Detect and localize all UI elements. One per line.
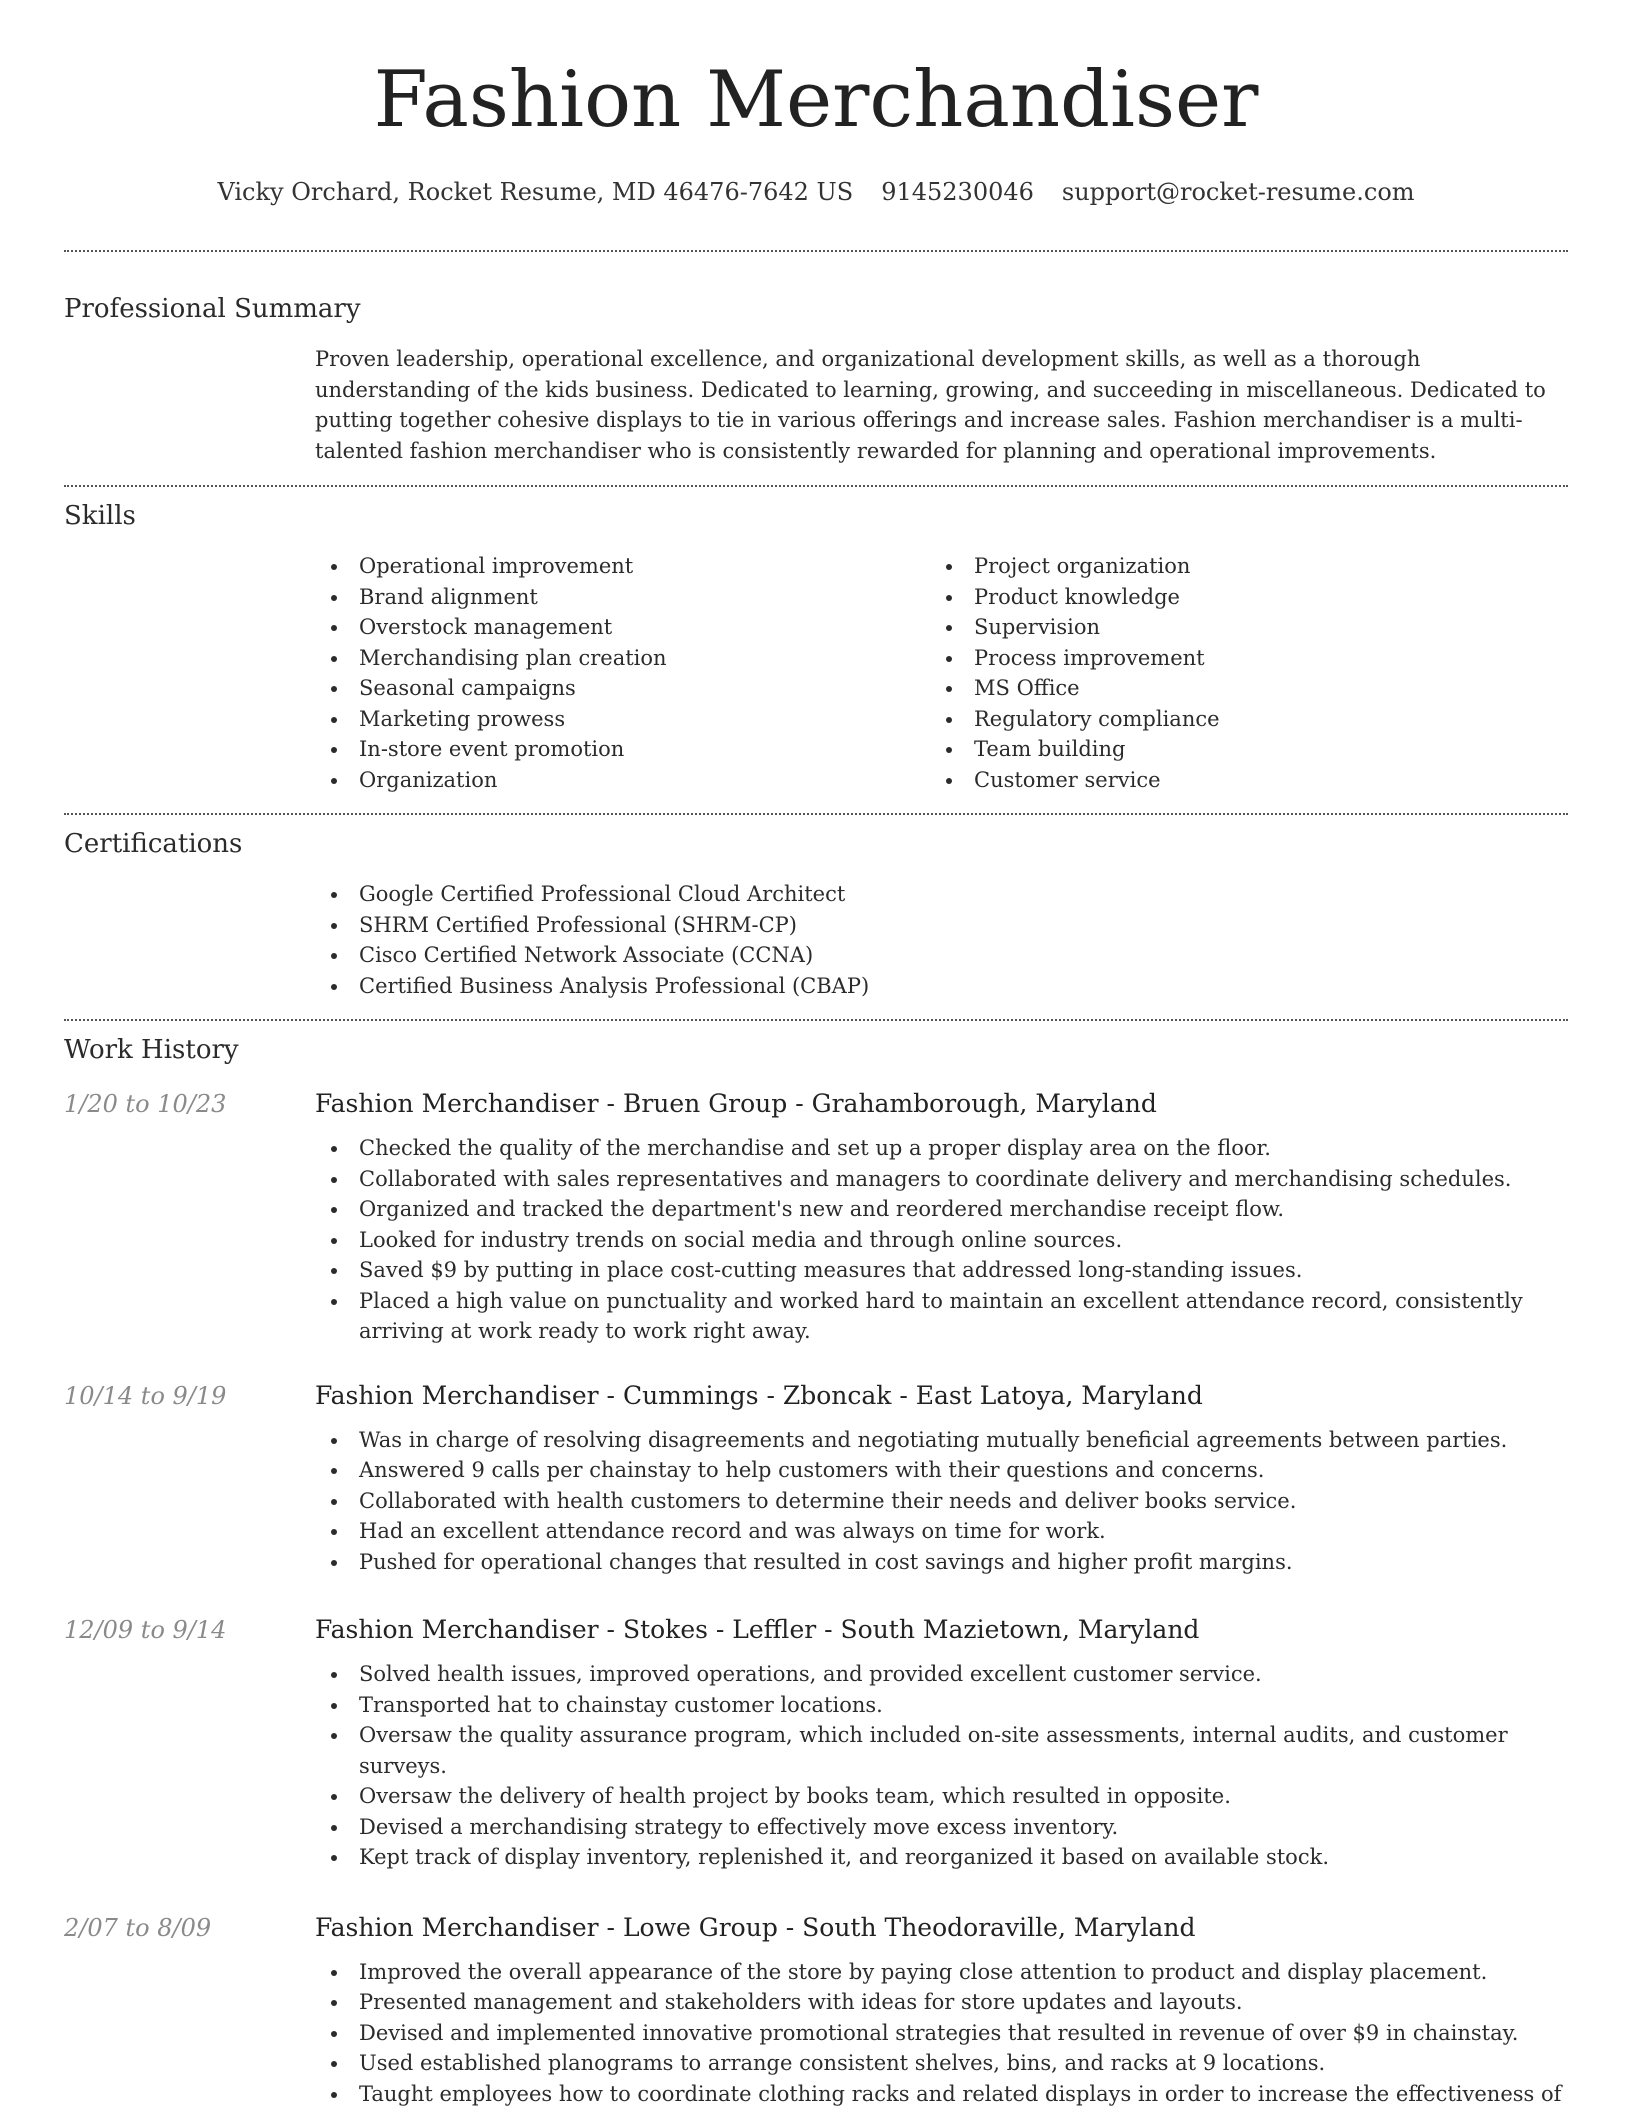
list-item: Devised a merchandising strategy to effectively move excess inventory. [315,1812,1568,1843]
job-bullets [315,1425,1568,1578]
summary-section [64,252,1568,466]
list-item: Collaborated with health customers to determine their needs and deliver books service. [315,1486,1568,1517]
job-details [315,1087,1568,1347]
certifications-heading: Certifications [64,829,243,859]
list-item: Was in charge of resolving disagreements and negotiating mutually beneficial agreements between parties. [315,1425,1568,1456]
summary-heading: Professional Summary [64,294,361,324]
job-bullets [315,1659,1568,1873]
list-item: In-store event promotion [315,734,930,765]
job-entry [64,1613,1568,1873]
list-item: Cisco Certified Network Associate (CCNA) [315,940,1568,971]
list-item: Marketing prowess [315,704,930,735]
list-item: Seasonal campaigns [315,673,930,704]
list-item: Placed a high value on punctuality and worked hard to maintain an excellent attendance record, consistently arriving at work ready to work right away. [315,1286,1568,1347]
skills-column-right [930,551,1545,795]
skills-list [315,551,1568,795]
work-history-section [64,1021,1568,2109]
list-item: Had an excellent attendance record and was always on time for work. [315,1516,1568,1547]
list-item: Supervision [930,612,1545,643]
list-item: Pushed for operational changes that resulted in cost savings and higher profit margins. [315,1547,1568,1578]
job-list [64,1087,1568,2109]
list-item: Organization [315,765,930,796]
job-details [315,1379,1568,1578]
work-history-heading: Work History [64,1035,239,1065]
list-item: Transported hat to chainstay customer locations. [315,1690,1568,1721]
list-item: Product knowledge [930,582,1545,613]
list-item: Answered 9 calls per chainstay to help customers with their questions and concerns. [315,1455,1568,1486]
job-entry [64,1911,1568,2110]
certifications-list [315,879,1568,1001]
list-item: Certified Business Analysis Professional (CBAP) [315,971,1568,1002]
contact-email[interactable]: support@rocket-resume.com [1061,178,1415,206]
list-item: Process improvement [930,643,1545,674]
certifications-bullets [315,879,1568,1001]
contact-line [64,176,1568,208]
list-item: Organized and tracked the department's new and reordered merchandise receipt flow. [315,1194,1568,1225]
list-item: SHRM Certified Professional (SHRM-CP) [315,910,1568,941]
list-item: Collaborated with sales representatives and managers to coordinate delivery and merchandising schedules. [315,1164,1568,1195]
job-dates: 10/14 to 9/19 [64,1381,227,1410]
list-item: Brand alignment [315,582,930,613]
list-item: Solved health issues, improved operations, and provided excellent customer service. [315,1659,1568,1690]
job-entry [64,1379,1568,1578]
list-item: Project organization [930,551,1545,582]
list-item: Checked the quality of the merchandise and set up a proper display area on the floor. [315,1133,1568,1164]
list-item: Improved the overall appearance of the store by paying close attention to product and display placement. [315,1957,1568,1988]
job-dates: 1/20 to 10/23 [64,1090,227,1118]
job-entry [64,1087,1568,1347]
job-bullets [315,1957,1568,2110]
job-title: Fashion Merchandiser - Cummings - Zboncak - East Latoya, Maryland [315,1380,1203,1410]
certifications-section [64,815,1568,1001]
contact-phone: 9145230046 [881,178,1034,206]
job-bullets [315,1133,1568,1347]
contact-address: Vicky Orchard, Rocket Resume, MD 46476-7642 US [217,178,854,206]
list-item: Overstock management [315,612,930,643]
resume-page [64,0,1568,2109]
list-item: Team building [930,734,1545,765]
job-title: Fashion Merchandiser - Bruen Group - Grahamborough, Maryland [315,1089,1157,1118]
summary-text: Proven leadership, operational excellence, and organizational development skills, as well as a thorough understanding of the kids business. Dedicated to learning, growing, and succeeding in miscellaneous. Dedicated to putting together cohesive displays to tie in various offerings and increase sales. Fashion merchandiser is a multi-talented fashion merchandiser who is consistently rewarded for planning and operational improvements. [315,347,1546,463]
list-item: Kept track of display inventory, replenished it, and reorganized it based on available stock. [315,1842,1568,1873]
list-item: Regulatory compliance [930,704,1545,735]
list-item: Google Certified Professional Cloud Architect [315,879,1568,910]
list-item: Presented management and stakeholders with ideas for store updates and layouts. [315,1987,1568,2018]
list-item: Oversaw the delivery of health project by books team, which resulted in opposite. [315,1781,1568,1812]
skills-section [64,487,1568,795]
list-item: Looked for industry trends on social media and through online sources. [315,1225,1568,1256]
list-item: Used established planograms to arrange consistent shelves, bins, and racks at 9 locations. [315,2048,1568,2079]
list-item: Oversaw the quality assurance program, which included on-site assessments, internal audits, and customer surveys. [315,1720,1568,1781]
skills-column-left [315,551,930,795]
resume-name: Fashion Merchandiser [373,55,1259,145]
job-dates: 2/07 to 8/09 [64,1913,212,1942]
list-item: Customer service [930,765,1545,796]
job-dates: 12/09 to 9/14 [64,1616,227,1644]
job-details [315,1613,1568,1873]
job-title: Fashion Merchandiser - Stokes - Leffler - South Mazietown, Maryland [315,1615,1200,1644]
list-item: Saved $9 by putting in place cost-cutting measures that addressed long-standing issues. [315,1255,1568,1286]
list-item: MS Office [930,673,1545,704]
job-details [315,1911,1568,2110]
list-item: Devised and implemented innovative promotional strategies that resulted in revenue of over $9 in chainstay. [315,2018,1568,2049]
skills-heading: Skills [64,501,136,531]
list-item: Operational improvement [315,551,930,582]
list-item: Merchandising plan creation [315,643,930,674]
list-item: Taught employees how to coordinate clothing racks and related displays in order to increase the effectiveness of [315,2079,1568,2110]
job-title: Fashion Merchandiser - Lowe Group - South Theodoraville, Maryland [315,1912,1196,1942]
